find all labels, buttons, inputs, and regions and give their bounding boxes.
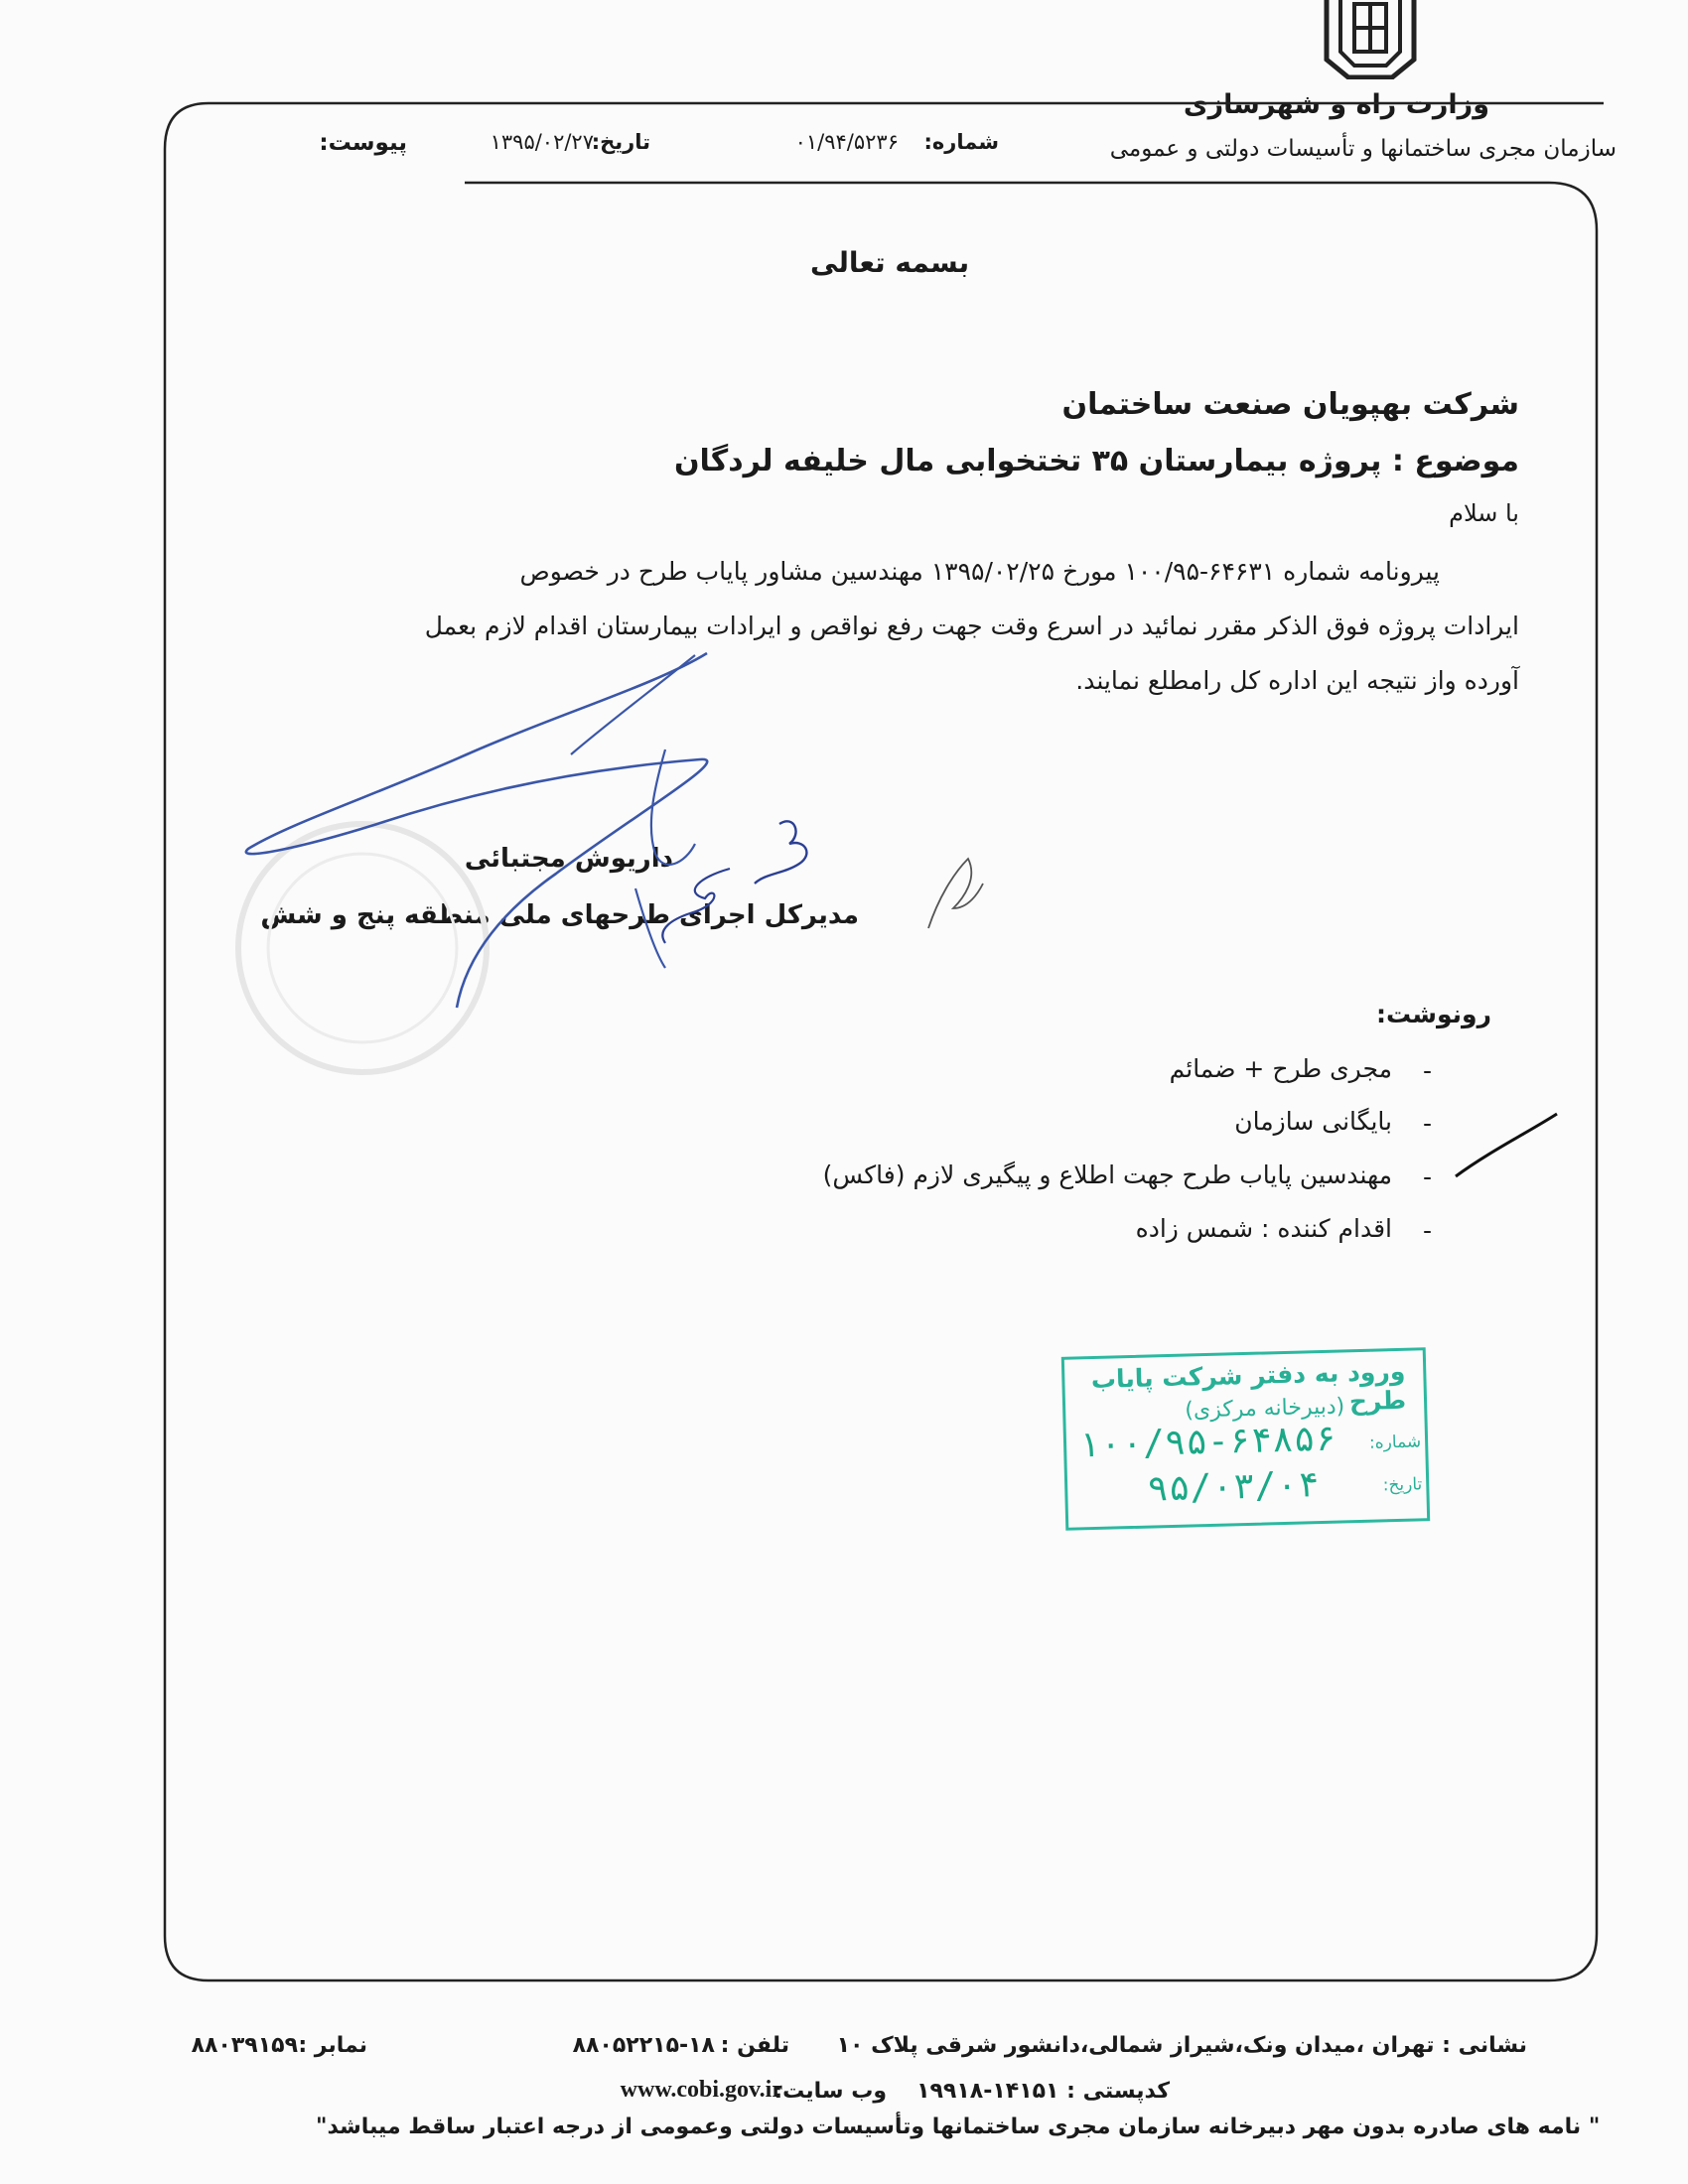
stamp-date-value: ۹۵/۰۳/۰۴ <box>1146 1464 1321 1510</box>
recipient-company: شرکت بهپویان صنعت ساختمان <box>1061 387 1519 422</box>
check-mark-icon <box>1456 1114 1557 1176</box>
copy-item: مهندسین پایاب طرح جهت اطلاع و پیگیری لازم (فاکس) <box>822 1160 1392 1189</box>
letter-body <box>268 544 1519 708</box>
number-label: شماره: <box>923 130 999 154</box>
bullet-dash: - <box>1422 1162 1432 1191</box>
date-value: ۱۳۹۵/۰۲/۲۷ <box>490 130 594 154</box>
footer-fax-label: نمابر : <box>298 2033 367 2058</box>
date-label: تاریخ: <box>591 130 650 154</box>
footer-website-label: وب سایت: <box>774 2079 887 2104</box>
signer-title: مدیرکل اجرای طرحهای ملی منطقه پنج و شش <box>260 900 859 930</box>
footer-website-link[interactable]: www.cobi.gov.ir <box>620 2077 782 2103</box>
stamp-number-label: شماره: <box>1368 1432 1422 1453</box>
organization-name: سازمان مجری ساختمانها و تأسیسات دولتی و عمومی <box>1109 136 1617 162</box>
stamp-subtitle: (دبیرخانه مرکزی) <box>1185 1394 1345 1424</box>
body-line: پیرونامه شماره ۶۴۶۳۱-۱۰۰/۹۵ مورخ ۱۳۹۵/۰۲/۲۵ مهندسین مشاور پایاب طرح در خصوص <box>519 557 1440 586</box>
body-line: ایرادات پروژه فوق الذکر مقرر نمائید در اسرع وقت جهت رفع نواقص و ایرادات بیمارستان اقدام لازم بعمل <box>424 612 1519 640</box>
copy-item: بایگانی سازمان <box>1234 1107 1392 1136</box>
bullet-dash: - <box>1422 1109 1432 1138</box>
pencil-mark-icon <box>928 859 983 928</box>
number-value: ۰۱/۹۴/۵۲۳۶ <box>794 130 899 154</box>
footer-phone-label: تلفن : <box>720 2033 789 2058</box>
stamp-date-label: تاریخ: <box>1382 1474 1423 1496</box>
ministry-name: وزارت راه و شهرسازی <box>1183 89 1489 120</box>
received-stamp <box>1061 1347 1430 1531</box>
copy-item: اقدام کننده : شمس زاده <box>1135 1214 1392 1243</box>
signer-name: داریوش مجتبائی <box>464 844 673 874</box>
initial-icon <box>755 821 806 884</box>
body-line: آورده واز نتیجه این اداره کل رامطلع نمایند. <box>1075 666 1519 695</box>
copy-item: مجری طرح + ضمائم <box>1169 1054 1392 1083</box>
bismillah-heading: بسمه تعالی <box>810 246 970 279</box>
footer-fax-value: ۸۸۰۳۹۱۵۹ <box>191 2033 298 2058</box>
stamp-title: ورود به دفتر شرکت پایاب طرح <box>1090 1356 1407 1417</box>
footer-address: نشانی : تهران ،میدان ونک،شیراز شمالی،دانشور شرقی پلاک ۱۰ <box>836 2033 1527 2058</box>
letter-subject: موضوع : پروژه بیمارستان ۳۵ تختخوابی مال خلیفه لردگان <box>673 444 1519 478</box>
bullet-dash: - <box>1422 1056 1432 1085</box>
ministry-logo <box>1319 0 1422 79</box>
attachment-label: پیوست: <box>319 130 407 156</box>
bullet-dash: - <box>1422 1216 1432 1245</box>
embossed-seal-icon <box>238 824 487 1072</box>
greeting: با سلام <box>1449 499 1519 527</box>
copies-title: رونوشت: <box>1375 1000 1491 1028</box>
stamp-number-value: ۱۰۰/۹۵-۶۴۸۵۶ <box>1077 1418 1337 1466</box>
footer-phone-value: ۸۸۰۵۲۲۱۵-۱۸ <box>572 2033 715 2058</box>
footer-disclaimer: " نامه های صادره بدون مهر دبیرخانه سازمان مجری ساختمانها وتأسیسات دولتی وعمومی از درجه اعتبار ساقط میباشد" <box>316 2115 1601 2139</box>
footer-postal-code: کدپستی : ۱۴۱۵۱-۱۹۹۱۸ <box>916 2079 1170 2104</box>
